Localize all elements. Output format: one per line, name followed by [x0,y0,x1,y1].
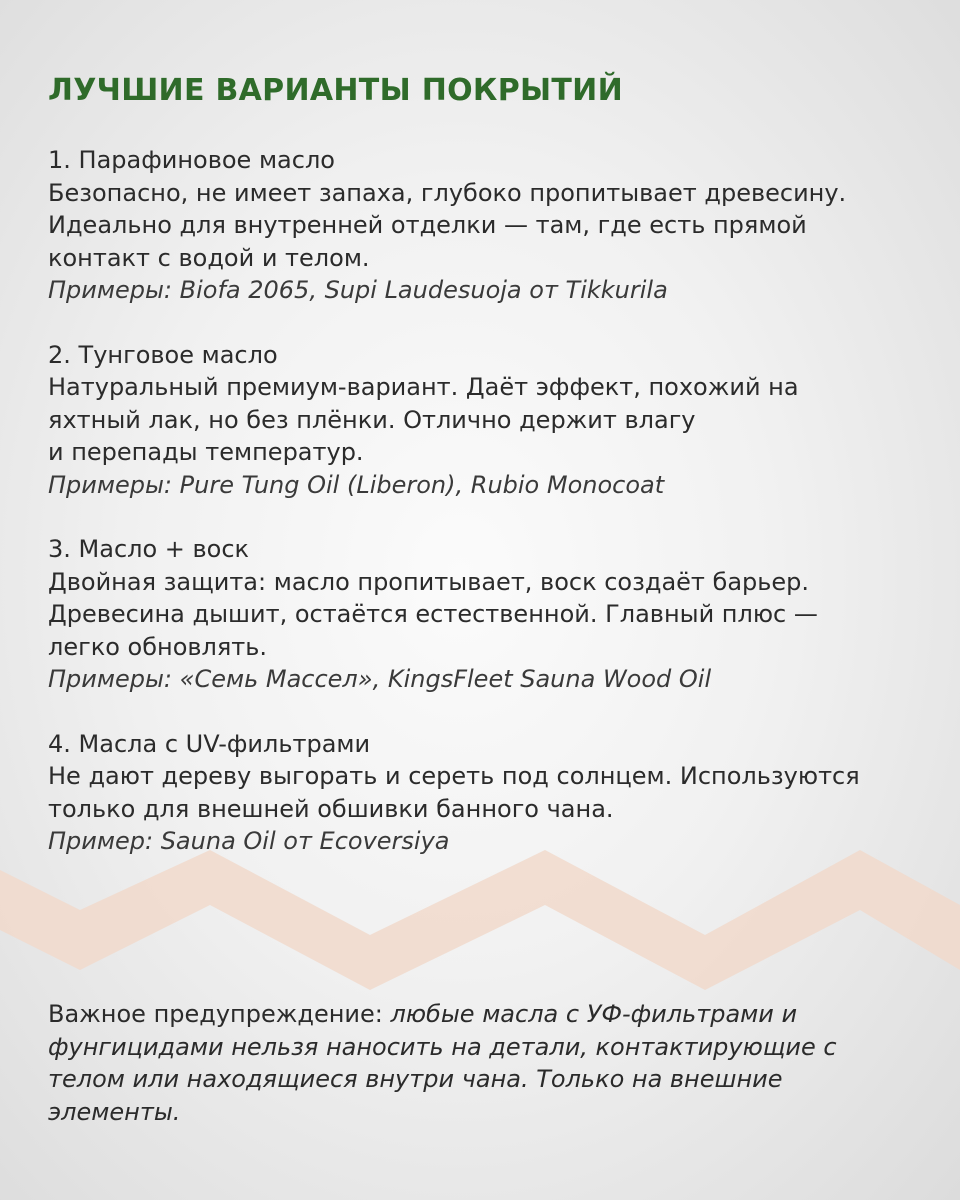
page-title: ЛУЧШИЕ ВАРИАНТЫ ПОКРЫТИЙ [48,73,623,108]
warning-text-line: фунгицидами нельзя наносить на детали, контактирующие с [48,1032,837,1061]
option-examples: Примеры: Pure Tung Oil (Liberon), Rubio Monocoat [48,470,665,499]
option-description-line: Древесина дышит, остаётся естественной. Главный плюс — [48,600,818,628]
option-description-line: Идеально для внутренней отделки — там, где есть прямой [48,211,807,239]
option-examples: Пример: Sauna Oil от Ecoversiya [48,827,450,855]
option-description-line: контакт с водой и телом. [48,243,370,272]
option-description-line: и перепады температур. [48,438,364,466]
coating-options-list [48,144,928,858]
coating-option [48,144,928,307]
option-description-line: Двойная защита: масло пропитывает, воск создаёт барьер. [48,567,810,596]
coating-option [48,533,928,696]
option-description-line: только для внешней обшивки банного чана. [48,794,614,823]
warning-label: Важное предупреждение: [48,1000,383,1028]
warning-text-line: элементы. [48,1097,181,1126]
option-examples: Примеры: «Семь Массел», KingsFleet Sauna Wood Oil [48,665,712,693]
option-description-line: яхтный лак, но без плёнки. Отлично держит влагу [48,405,696,434]
warning-text-line: телом или находящиеся внутри чана. Только на внешние [48,1065,783,1093]
option-description-line: Натуральный премиум-вариант. Даёт эффект, похожий на [48,373,799,401]
option-examples: Примеры: Biofa 2065, Supi Laudesuoja от Tikkurila [48,276,668,304]
option-heading: 3. Масло + воск [48,535,250,563]
option-description-line: Не дают дереву выгорать и сереть под солнцем. Используются [48,762,860,790]
option-heading: 2. Тунговое масло [48,340,278,369]
coating-option [48,728,928,858]
option-description-line: Безопасно, не имеет запаха, глубоко пропитывает древесину. [48,178,847,207]
option-heading: 1. Парафиновое масло [48,146,335,174]
option-heading: 4. Масла с UV-фильтрами [48,729,371,758]
warning-note [48,998,908,1128]
warning-first-line [48,998,908,1031]
warning-text: любые масла с УФ-фильтрами и [390,1000,798,1028]
option-description-line: легко обновлять. [48,632,268,661]
coating-option [48,339,928,502]
main-content [48,72,928,890]
